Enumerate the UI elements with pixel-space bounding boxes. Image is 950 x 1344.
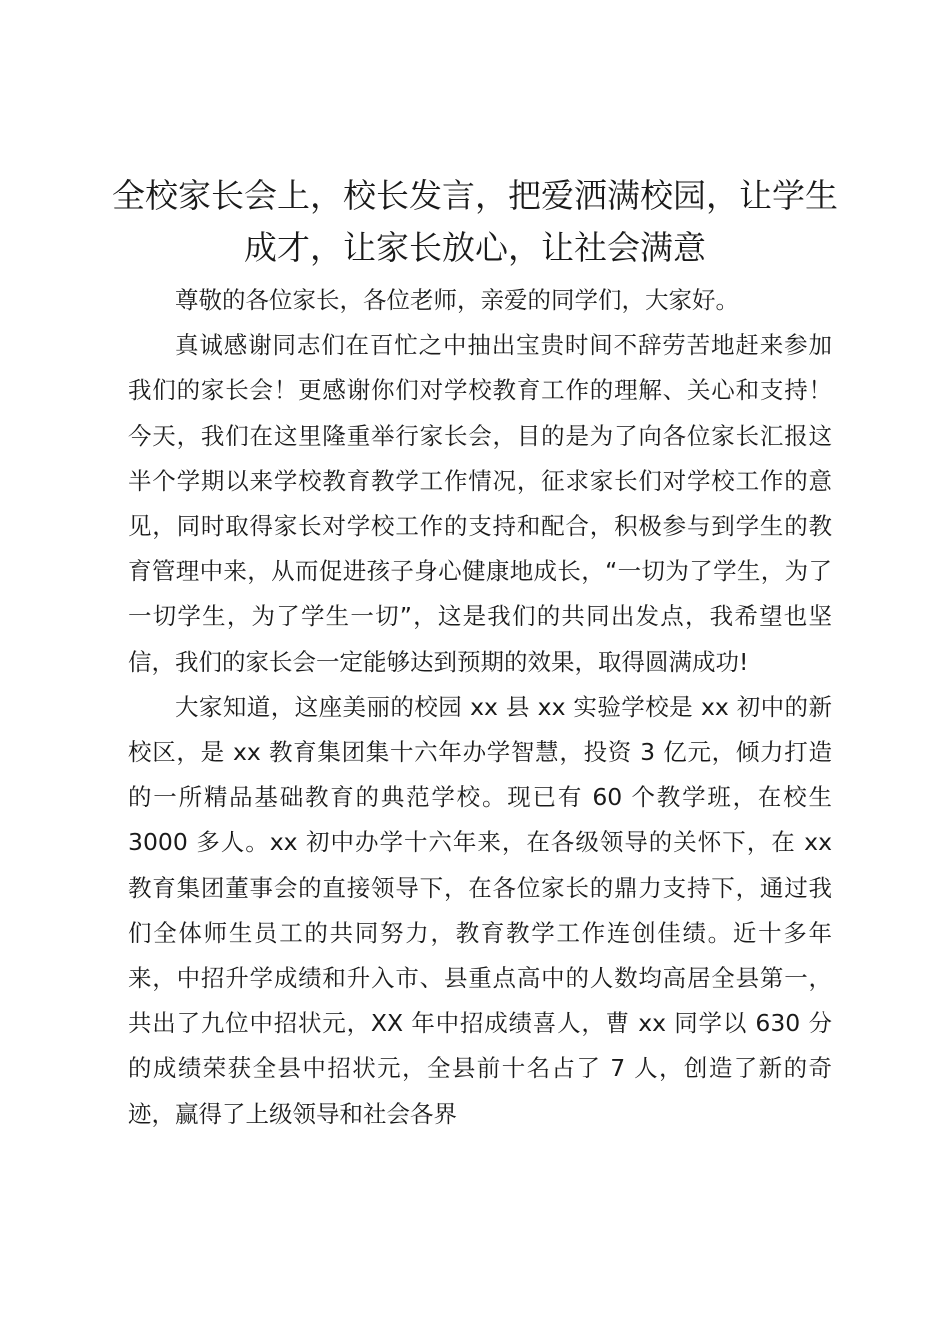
paragraph-thanks: 真诚感谢同志们在百忙之中抽出宝贵时间不辞劳苦地赶来参加我们的家长会！更感谢你们对学校教育工作的理解、关心和支持！今天，我们在这里隆重举行家长会，目的是为了向各位家长汇报这半个学期以来学校教育教学工作情况，征求家长们对学校工作的意见，同时取得家长对学校工作的支持和配合，积极参与到学生的教育管理中来，从而促进孩子身心健康地成长，“一切为了学生，为了一切学生，为了学生一切”，这是我们的共同出发点，我希望也坚信，我们的家长会一定能够达到预期的效果，取得圆满成功!	[128, 331, 832, 676]
document-title: 全校家长会上，校长发言，把爱洒满校园，让学生成才，让家长放心，让社会满意	[112, 176, 838, 267]
paragraph-school-intro: 大家知道，这座美丽的校园 xx 县 xx 实验学校是 xx 初中的新校区，是 xx 教育集团集十六年办学智慧，投资 3 亿元，倾力打造的一所精品基础教育的典范学校。现已有 60 个教学班，在校生 3000 多人。xx 初中办学十六年来，在各级领导的关怀下，在 xx 教育集团董事会的直接领导下，在各位家长的鼎力支持下，通过我们全体师生员工的共同努力，教育教学工作连创佳绩。近十多年来，中招升学成绩和升入市、县重点高中的人数均高居全县第一，共出了九位中招状元，XX 年中招成绩喜人，曹 xx 同学以 630 分的成绩荣获全县中招状元，全县前十名占了 7 人，创造了新的奇迹，赢得了上级领导和社会各界	[128, 692, 833, 1128]
paragraph-greeting: 尊敬的各位家长，各位老师，亲爱的同学们，大家好。	[175, 286, 739, 314]
document-body	[128, 278, 832, 1137]
